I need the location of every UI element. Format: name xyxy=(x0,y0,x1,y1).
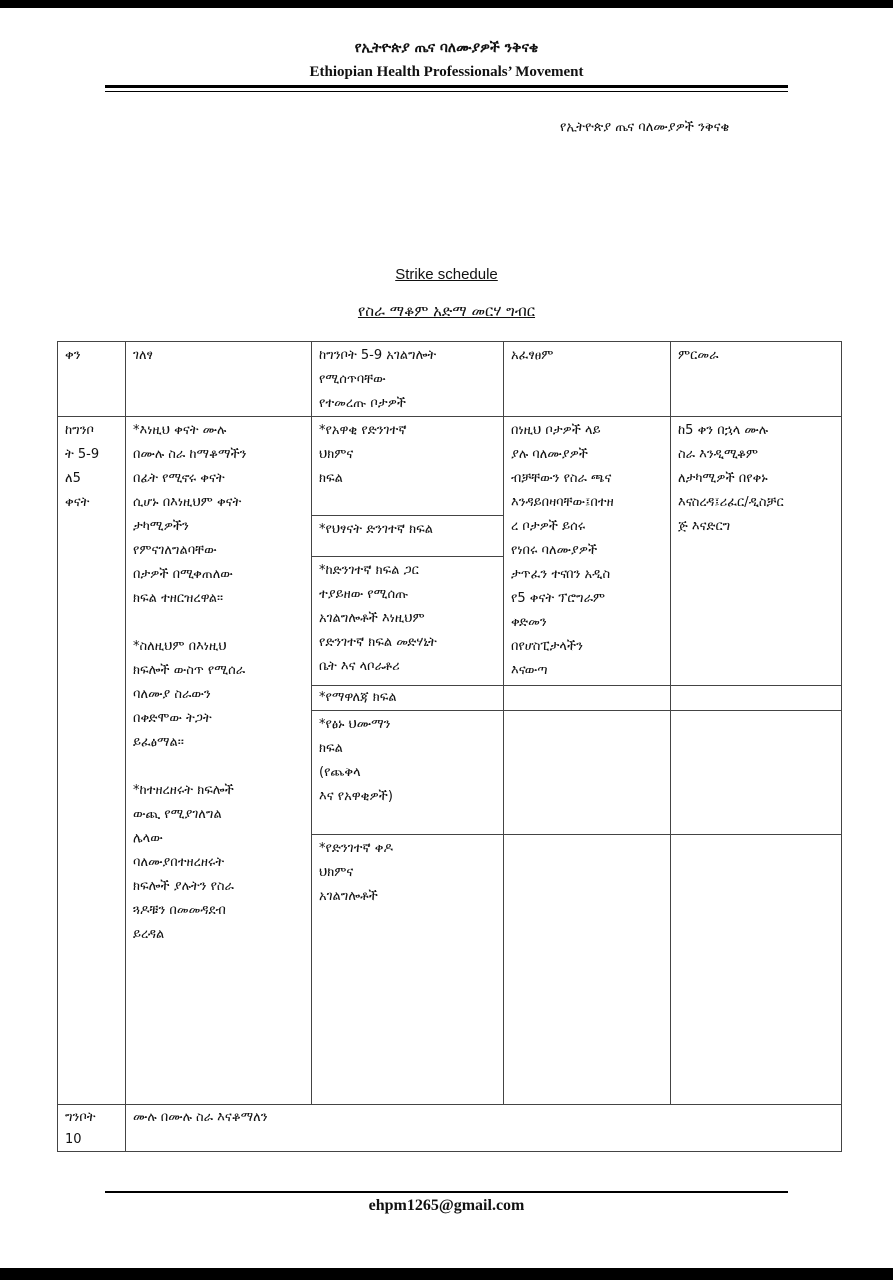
letterhead-org-amharic: የኢትዮጵያ ጤና ባለሙያዎች ንቅናቄ xyxy=(354,40,539,56)
service-adult-emergency: *የአዋቂ የድንገተኛ ህክምና ክፍል xyxy=(312,417,504,516)
empty-cell xyxy=(671,711,842,834)
row1-implementation-cell: በነዚህ ቦታዎች ላይ ያሉ ባለሙያዎች ብቻቸውን የስራ ጫና እንዳይበዛባቸው፤በተዘ ረ ቦታዎች ይሰሩ የነበሩ ባለሙያዎች ታጥፈን ተናበን አዲስ የ5 ቀናት ፕሮግራም ቀድመን በየሆስፒታላችን እናውጣ xyxy=(504,417,671,686)
description-paragraph: *ከተዘረዘሩት ክፍሎች ውጪ የሚያገለግል ሌላው ባለሙያበተዘረዘሩት ክፍሎች ያሉትን የስራ ጓዶቹን በመመዳደብ ይረዳል xyxy=(133,783,234,943)
service-intensive-care: *የፅኑ ህሙማን ክፍል (የጨቅላ እና የአዋቂዎች) xyxy=(312,711,504,834)
table-row xyxy=(58,417,842,516)
row1-description-cell xyxy=(126,417,312,1105)
footer-email: ehpm1265@gmail.com xyxy=(368,1197,525,1214)
letterhead-org-english: Ethiopian Health Professionals’ Movement xyxy=(309,64,584,80)
letterhead-rule-thin xyxy=(105,91,788,92)
title-english: Strike schedule xyxy=(395,266,498,283)
row1-advice-cell: ከ5 ቀን በኋላ ሙሉ ስራ እንዲሚቆም ለታካሚዎች በየቀኑ እናስረዳ፤ሪፈር/ዲስቻር ጅ እናድርግ xyxy=(671,417,842,686)
letterhead-rule-thick xyxy=(105,85,788,88)
description-paragraph: *እነዚህ ቀናት ሙሉ በሙሉ ስራ ከማቆማችን በፊት የሚኖሩ ቀናት ሲሆኑ በእነዚህም ቀናት ታካሚዎችን የምናገለግልባቸው በታዎች በሚቀጠለው ክፍል ተዘርዝረዋል። xyxy=(133,423,247,607)
header-services: ከግንቦት 5-9 አገልግሎት የሚሰጥባቸው የተመረጡ ቦታዎች xyxy=(312,342,504,417)
service-pediatric-emergency: *የህፃናት ድንገተኛ ክፍል xyxy=(312,516,504,557)
service-delivery-ward: *የማዋለጃ ክፍል xyxy=(312,686,504,711)
top-right-org-name: የኢትዮጵያ ጤና ባለሙያዎች ንቅናቄ xyxy=(560,120,730,135)
bottom-edge-bar xyxy=(0,1268,893,1280)
table-header-row xyxy=(58,342,842,417)
description-paragraph: *ስለዚህም በእነዚህ ክፍሎች ውስጥ የሚሰራ ባለሙያ ስራውን በቀድሞው ትጋት ይፈፅማል፡፡ xyxy=(133,639,246,751)
empty-cell xyxy=(504,711,671,834)
header-implementation: አፈፃፀም xyxy=(504,342,671,417)
row2-day-cell: ግንቦት 10 xyxy=(58,1104,126,1151)
title-amharic: የስራ ማቆም አድማ መርሃ ግብር xyxy=(357,302,536,320)
empty-cell xyxy=(504,834,671,1104)
header-description: ገለፃ xyxy=(126,342,312,417)
row1-day-cell: ከግንቦ ት 5-9 ለ5 ቀናት xyxy=(58,417,126,1105)
top-edge-bar xyxy=(0,0,893,8)
empty-cell xyxy=(671,834,842,1104)
header-day: ቀን xyxy=(58,342,126,417)
row2-text-cell: ሙሉ በሙሉ ስራ እናቆማለን xyxy=(126,1104,842,1151)
empty-cell xyxy=(504,686,671,711)
strike-schedule-table xyxy=(57,341,842,1152)
header-advice: ምርመራ xyxy=(671,342,842,417)
service-emergency-related: *ከድንገተኛ ክፍል ጋር ተያይዘው የሚሰጡ አገልግሎቶች እነዚህም የድንገተኛ ክፍል መድሃኒት ቤት እና ላቦራቶሪ xyxy=(312,557,504,686)
service-emergency-surgery: *የድንገተኛ ቀዶ ህክምና አገልግሎቶች xyxy=(312,834,504,1104)
empty-cell xyxy=(671,686,842,711)
footer-rule xyxy=(105,1191,788,1193)
table-row xyxy=(58,1104,842,1151)
